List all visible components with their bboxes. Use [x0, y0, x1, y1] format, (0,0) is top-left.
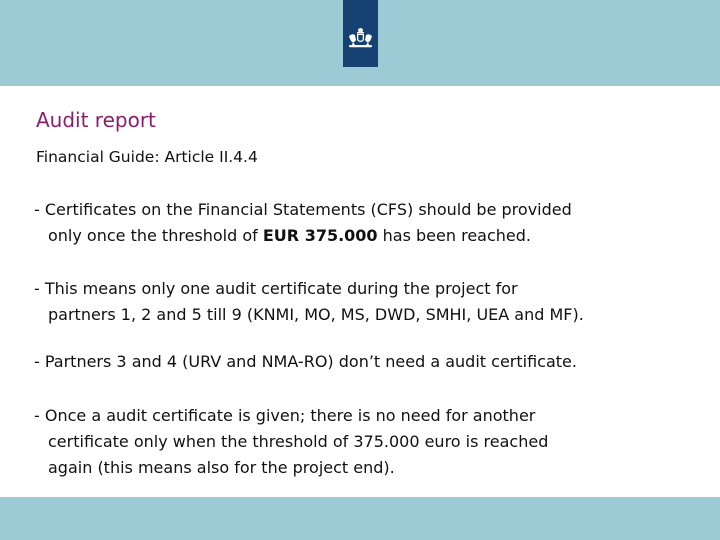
bullet-line: - Once a audit certificate is given; there is no need for another: [34, 406, 536, 425]
bullet-partners-exempt: [34, 349, 577, 375]
bullet-text: only once the threshold of: [48, 226, 263, 245]
slide-subtitle: Financial Guide: Article II.4.4: [36, 148, 258, 166]
footer-band: [0, 497, 720, 540]
slide-title: Audit report: [36, 108, 156, 132]
bullet-text: has been reached.: [377, 226, 531, 245]
bullet-line: again (this means also for the project end).: [48, 458, 395, 477]
coat-of-arms-icon: [347, 28, 374, 50]
bullet-emphasis: EUR 375.000: [262, 226, 378, 245]
bullet-line: - Certificates on the Financial Statements (CFS) should be provided: [34, 200, 572, 219]
bullet-line: certificate only when the threshold of 375.000 euro is reached: [48, 432, 549, 451]
bullet-threshold: [34, 197, 572, 249]
header-band: [0, 0, 720, 86]
bullet-line: - Partners 3 and 4 (URV and NMA-RO) don’t need a audit certificate.: [34, 352, 577, 371]
bullet-after-certificate: [34, 403, 548, 481]
bullet-one-certificate: [34, 276, 584, 328]
bullet-line: partners 1, 2 and 5 till 9 (KNMI, MO, MS, DWD, SMHI, UEA and MF).: [48, 305, 584, 324]
bullet-line: [34, 223, 572, 249]
bullet-line: - This means only one audit certificate during the project for: [34, 279, 518, 298]
logo-badge: [343, 0, 378, 67]
